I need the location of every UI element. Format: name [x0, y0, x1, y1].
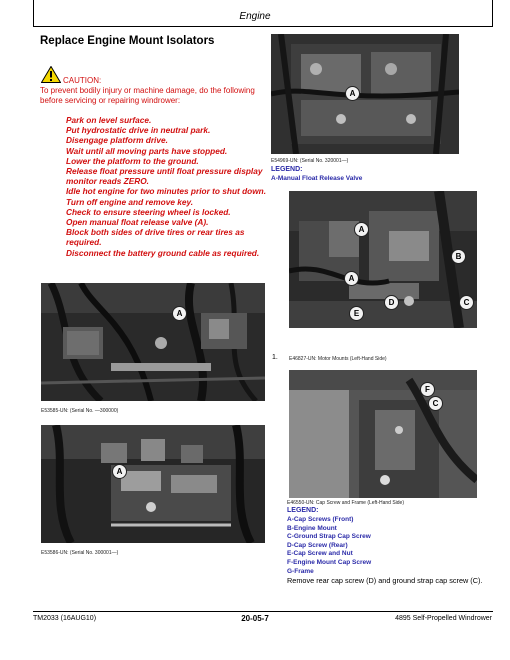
legend-list-bottom: [287, 516, 371, 576]
page-title: Replace Engine Mount Isolators: [40, 35, 215, 47]
instruction-remove-screws: Remove rear cap screw (D) and ground strap cap screw (C).: [287, 576, 483, 585]
step-11: Block both sides of drive tires or rear tires as required.: [66, 227, 245, 248]
callout-d: D: [384, 295, 399, 310]
legend-item-f: F-Engine Mount Cap Screw: [287, 558, 372, 566]
callout-f: F: [420, 382, 435, 397]
caption-left-top: E53585-UN: (Serial No. —300000): [41, 408, 119, 414]
step-number-1: 1.: [272, 354, 278, 361]
section-header: Engine: [239, 11, 271, 22]
caption-right-top: E54969-UN: (Serial No. 320001—): [271, 158, 349, 164]
callout-c: C: [428, 396, 443, 411]
photo-motor-mounts: [289, 191, 477, 328]
caption-right-bottom: E46550-UN: Cap Screw and Frame (Left-Hand Side): [287, 500, 404, 506]
step-1: Park on level surface.: [66, 115, 152, 125]
legend-item-d: D-Cap Screw (Rear): [287, 541, 348, 549]
footer-product: 4895 Self-Propelled Windrower: [395, 615, 492, 622]
callout-a: A: [112, 464, 127, 479]
step-10: Open manual float release valve (A).: [66, 217, 209, 228]
callout-b: B: [451, 249, 466, 264]
step-12: Disconnect the battery ground cable as required.: [66, 247, 260, 258]
caution-text: To prevent bodily injury or machine damage, do the following before servicing or repairing windrower:: [40, 86, 255, 105]
step-3: Disengage platform drive.: [66, 135, 168, 146]
step-2: Put hydrostatic drive in neutral park.: [66, 125, 211, 136]
photo-manual-float-release-valve: [271, 34, 459, 154]
header-rule: [33, 26, 493, 27]
callout-a: A: [344, 271, 359, 286]
callout-a: A: [354, 222, 369, 237]
legend-item-g: G-Frame: [287, 567, 314, 575]
step-8: Turn off engine and remove key.: [66, 196, 194, 207]
legend-title-top: LEGEND:: [271, 166, 303, 173]
step-4: Wait until all moving parts have stopped.: [66, 145, 228, 156]
footer-rule: [33, 611, 493, 612]
step-7: Idle hot engine for two minutes prior to shut down.: [66, 186, 267, 197]
footer-page-number: 20-05-7: [241, 614, 269, 623]
legend-item-b: B-Engine Mount: [287, 524, 337, 532]
step-5: Lower the platform to the ground.: [66, 155, 199, 166]
step-9: Check to ensure steering wheel is locked.: [66, 206, 231, 217]
caption-left-bottom: E53586-UN: (Serial No. 300001—): [41, 550, 119, 556]
photo-float-valve-old: [41, 283, 265, 401]
callout-a: A: [345, 86, 360, 101]
legend-item-float-valve: A-Manual Float Release Valve: [271, 175, 363, 182]
legend-title-bottom: LEGEND:: [287, 507, 319, 514]
legend-item-a: A-Cap Screws (Front): [287, 516, 354, 523]
photo-float-valve-new: [41, 425, 265, 543]
footer-tm: TM2033 (16AUG10): [33, 615, 97, 622]
photo-cap-screw-frame: [289, 370, 477, 498]
legend-item-e: E-Cap Screw and Nut: [287, 550, 353, 558]
caution-label: CAUTION:: [63, 76, 102, 85]
legend-item-c: C-Ground Strap Cap Screw: [287, 533, 371, 541]
callout-c: C: [459, 295, 474, 310]
callout-a: A: [172, 306, 187, 321]
safety-steps: [66, 115, 269, 258]
caption-right-middle: E46827-UN: Motor Mounts (Left-Hand Side): [289, 356, 387, 362]
step-6: Release float pressure until float pressure display monitor reads ZERO.: [66, 166, 263, 187]
callout-e: E: [349, 306, 364, 321]
warning-triangle-icon: [41, 66, 61, 83]
